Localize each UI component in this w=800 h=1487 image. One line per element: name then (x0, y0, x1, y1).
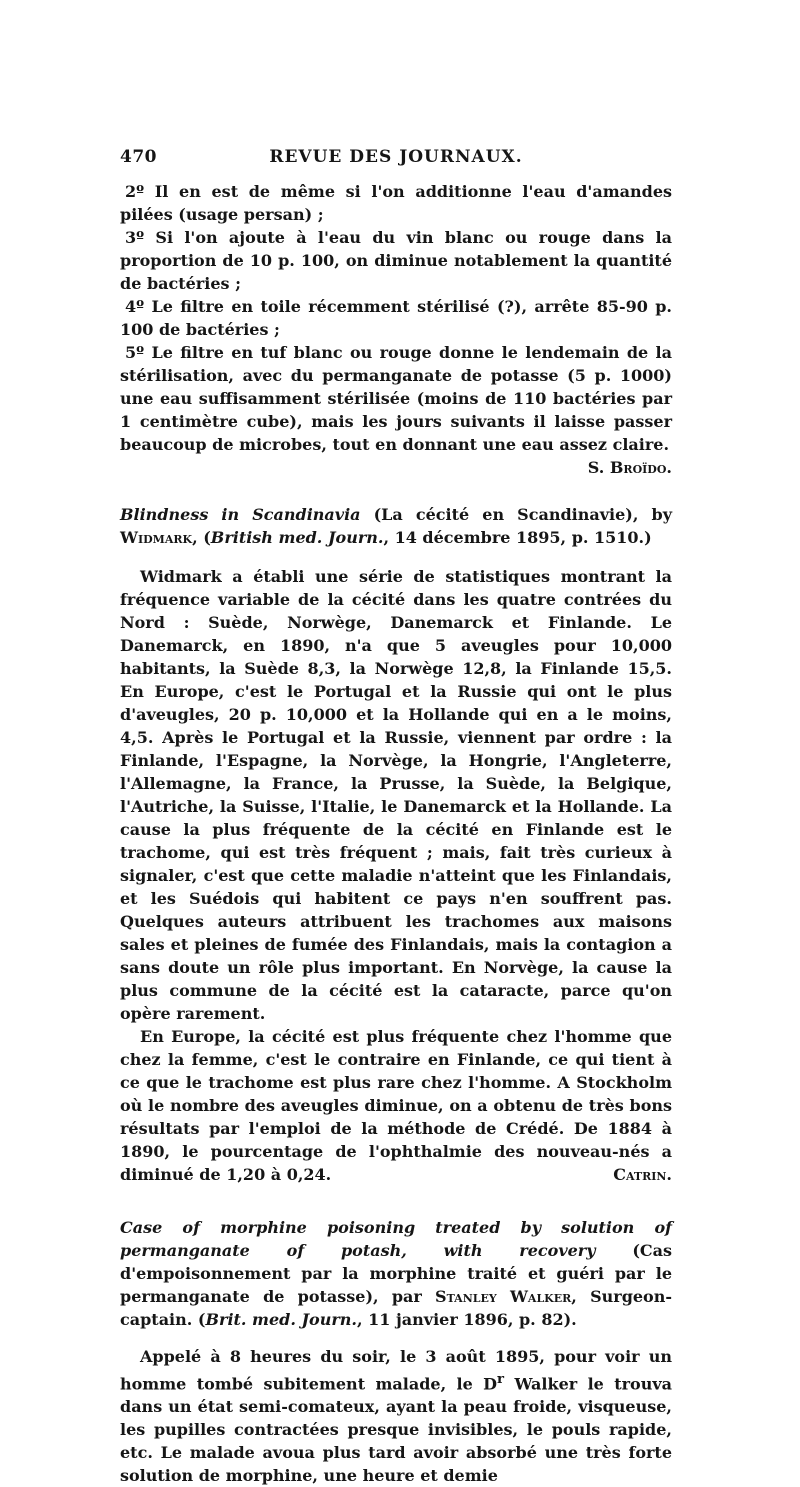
paragraph-blindness-2 (120, 1025, 672, 1186)
signature-catrin: Catrin. (613, 1165, 672, 1184)
paragraph-item-2: 2º Il en est de même si l'on additionne l'eau d'amandes pilées (usage persan) ; (120, 182, 672, 224)
article-title-blindness: Blindness in Scandinavia (120, 505, 361, 524)
paragraph-blindness-2-text: En Europe, la cécité est plus fréquente chez l'homme que chez la femme, c'est le contraire en Finlande, ce qui tient à ce que le trachome est plus rare chez l'homme. A Stockholm où le nombre des aveugles diminue, on a obtenu de très bons résultats par l'emploi de la méthode de Crédé. De 1884 à 1890, le pourcentage de l'ophthalmie des nouveau-nés a diminué de 1,20 à 0,24. (120, 1027, 672, 1184)
author-widmark: Widmark (120, 528, 193, 547)
paragraph-morphine-1: Appelé à 8 heures du soir, le 3 août 1895, pour voir un homme tombé subitement malade, le $D^r$ Walker le trouva dans un état semi-comateux, ayant la peau froide, visqueuse, les pupilles contractées presque invisibles, le pouls rapide, etc. Le malade avoua plus tard avoir absorbé une très forte solution de morphine, une heure et demie (120, 1347, 672, 1486)
paragraph-blindness-1: Widmark a établi une série de statistiques montrant la fréquence variable de la cécité dans les quatre contrées du Nord : Suède, Norwège, Danemarck et Finlande. Le Danemarck, en 1890, n'a que 5 aveugles pour 10,000 habitants, la Suède 8,3, la Norwège 12,8, la Finlande 15,5. En Europe, c'est le Portugal et la Russie qui ont le plus d'aveugles, 20 p. 10,000 et la Hollande qui en a le moins, 4,5. Après le Portugal et la Russie, viennent par ordre : la Finlande, l'Espagne, la Norvège, la Hongrie, l'Angleterre, l'Allemagne, la France, la Prusse, la Suède, la Belgique, l'Autriche, la Suisse, l'Italie, le Danemarck et la Hollande. La cause la plus fréquente de la cécité en Finlande est le trachome, qui est très fréquent ; mais, fait très curieux à signaler, c'est que cette maladie n'atteint que les Finlandais, et les Suédois qui habitent ce pays n'en souffrent pas. Quelques auteurs attribuent les trachomes aux maisons sales et pleines de fumée des Finlandais, mais la contagion a sans doute un rôle plus important. En Norvège, la cause la plus commune de la cécité est la cataracte, parce qu'on opère rarement. (120, 567, 672, 1023)
article-title-morphine: Case of morphine poisoning treated by solution of permanganate of potash, with recovery (120, 1218, 672, 1260)
source-journal-2: Brit. med. Journ. (205, 1310, 357, 1329)
author-walker: Stanley Walker (435, 1287, 572, 1306)
paragraph-item-3: 3º Si l'on ajoute à l'eau du vin blanc ou rouge dans la proportion de 10 p. 100, on diminue notablement la quantité de bactéries ; (120, 228, 672, 293)
signature-broido: S. Broïdo. (587, 458, 672, 477)
paragraph-item-5-text: 5º Le filtre en tuf blanc ou rouge donne le lendemain de la stérilisation, avec du permanganate de potasse (5 p. 1000) une eau suffisamment stérilisée (moins de 110 bactéries par 1 centimètre cube), mais les jours suivants il laisse passer beaucoup de microbes, tout en donnant une eau assez claire. (120, 343, 672, 454)
running-header (120, 147, 672, 173)
page-body (120, 180, 672, 1487)
paragraph-item-5 (120, 341, 672, 479)
paragraph-item-4: 4º Le filtre en toile récemment stérilisé (?), arrête 85-90 p. 100 de bactéries ; (120, 297, 672, 339)
source-journal: British med. Journ. (210, 528, 384, 547)
running-title: REVUE DES JOURNAUX. (269, 147, 523, 167)
article-heading-blindness: Blindness in Scandinavia (La cécité en Scandinavie), by Widmark, (British med. Journ., 14 décembre 1895, p. 1510.) (120, 505, 672, 547)
page-number: 470 (120, 147, 157, 167)
article-heading-morphine: Case of morphine poisoning treated by solution of permanganate of potash, with recovery (Cas d'empoisonnement par la morphine traité et guéri par le permanganate de potasse), par Stanley Walker, Surgeon-captain. (Brit. med. Journ., 11 janvier 1896, p. 82). (120, 1218, 673, 1329)
